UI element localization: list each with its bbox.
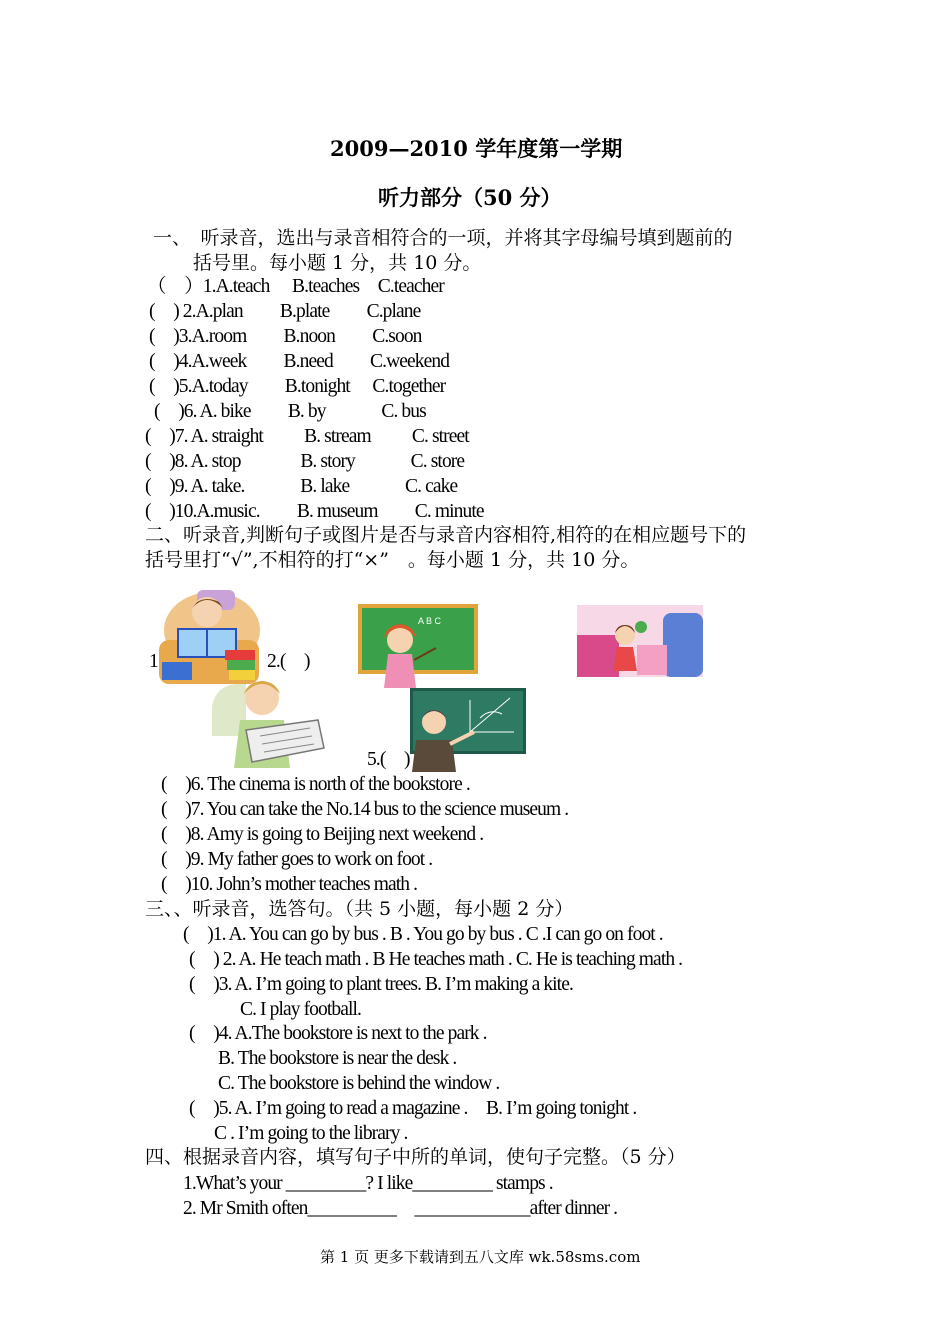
picture-5-label: 5.( ) (367, 749, 410, 770)
part2-statement-6: ( )6. The cinema is north of the bookstore . (161, 774, 470, 795)
document-title: 2009—2010 学年度第一学期 (330, 136, 623, 161)
part1-question-4: ( )4.A.week B.need C.weekend (149, 351, 450, 372)
part1-question-5: ( )5.A.today B.tonight C.together (149, 376, 446, 397)
teacher-blackboard-picture (358, 604, 478, 690)
part3-question-1: ( )1. A. You can go by bus . B . You go by bus . C .I can go on foot . (183, 924, 663, 945)
part2-statement-10: ( )10. John’s mother teaches math . (161, 874, 418, 895)
part2-statement-8: ( )8. Amy is going to Beijing next weekend . (161, 824, 484, 845)
part1-instruction: 一、 听录音，选出与录音相符合的一项，并将其字母编号填到题前的 (153, 227, 733, 249)
page-footer: 第 1 页 更多下载请到五八文库 wk.58sms.com (320, 1248, 641, 1266)
part1-question-9: ( )9. A. take. B. lake C. cake (145, 476, 458, 497)
picture-1-label: 1 (149, 651, 158, 672)
part3-question-4-option-c: C. The bookstore is behind the window . (218, 1073, 500, 1094)
part1-question-6: ( )6. A. bike B. by C. bus (154, 401, 426, 422)
part1-question-1: （ ）1.A.teach B.teaches C.teacher (147, 276, 444, 297)
man-math-board-picture (410, 688, 526, 772)
section-subtitle: 听力部分（50 分） (378, 185, 562, 210)
part1-question-3: ( )3.A.room B.noon C.soon (149, 326, 422, 347)
girl-in-room-picture (577, 605, 703, 677)
part3-question-5: ( )5. A. I’m going to read a magazine . B. I’m going tonight . (189, 1098, 637, 1119)
part2-statement-7: ( )7. You can take the No.14 bus to the science museum . (161, 799, 569, 820)
part4-sentence-2: 2. Mr Smith often__________ _____________after dinner . (183, 1198, 618, 1219)
part1-instruction-cont: 括号里。每小题 1 分，共 10 分。 (193, 252, 482, 274)
part2-statement-9: ( )9. My father goes to work on foot . (161, 849, 433, 870)
part2-instruction: 二、听录音,判断句子或图片是否与录音内容相符,相符的在相应题号下的 (145, 524, 747, 546)
part3-instruction: 三、、听录音，选答句。（共 5 小题，每小题 2 分） (145, 898, 574, 920)
man-newspaper-picture (206, 676, 328, 772)
part3-question-3-option-c: C. I play football. (240, 999, 361, 1020)
part1-question-7: ( )7. A. straight B. stream C. street (145, 426, 469, 447)
part4-sentence-1: 1.What’s your _________? I like_________ stamps . (183, 1173, 553, 1194)
boy-reading-picture (157, 590, 261, 686)
part4-instruction: 四、根据录音内容，填写句子中所的单词，使句子完整。（5 分） (145, 1146, 686, 1168)
part3-question-4: ( )4. A.The bookstore is next to the park . (189, 1023, 487, 1044)
part2-instruction-cont: 括号里打“√”,不相符的打“×” 。每小题 1 分，共 10 分。 (145, 549, 640, 571)
part3-question-5-option-c: C . I’m going to the library . (214, 1123, 408, 1144)
part3-question-3: ( )3. A. I’m going to plant trees. B. I’m making a kite. (189, 974, 573, 995)
part3-question-2: ( ) 2. A. He teach math . B He teaches math . C. He is teaching math . (189, 949, 683, 970)
picture-2-label: 2.( ) (267, 651, 310, 672)
board-abc-text: A B C (418, 616, 442, 626)
part3-question-4-option-b: B. The bookstore is near the desk . (218, 1048, 457, 1069)
part1-question-10: ( )10.A.music. B. museum C. minute (145, 501, 484, 522)
part1-question-8: ( )8. A. stop B. story C. store (145, 451, 465, 472)
part1-question-2: ( ) 2.A.plan B.plate C.plane (149, 301, 421, 322)
